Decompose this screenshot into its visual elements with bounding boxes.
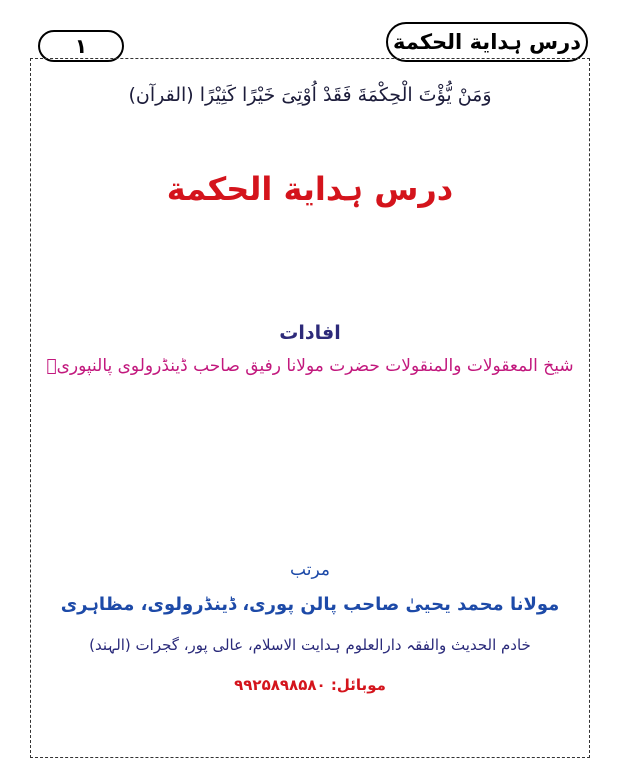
page-number: ۱: [74, 34, 88, 58]
author-line: شیخ المعقولات والمنقولات حضرت مولانا رفیق صاحب ڈینڈرولوی پالنپوریؒ: [46, 356, 574, 376]
header-title: درس ہدایة الحکمة: [393, 30, 581, 54]
mobile-number: ۹۹۲۵۸۹۸۵۸۰: [234, 676, 326, 694]
ifadat-heading: افادات: [279, 322, 341, 344]
mobile-line: [30, 676, 590, 694]
compiler-position-line: خادم الحدیث والفقہ دارالعلوم ہدایت الاسلام، عالی پور، گجرات (الہند): [89, 636, 531, 654]
compiler-line: مولانا محمد یحییٰ صاحب پالن پوری، ڈینڈرولوی، مظاہری: [60, 594, 560, 615]
mobile-label: موبائل:: [330, 676, 386, 694]
main-title: درس ہدایة الحکمة: [166, 170, 454, 208]
header-title-badge: [386, 22, 588, 62]
quran-verse: وَمَنْ یُّؤْتَ الْحِكْمَةَ فَقَدْ اُوْتِیَ خَیْرًا كَثِیْرًا (القرآن): [128, 84, 492, 106]
murattib-heading: مرتب: [290, 560, 330, 580]
